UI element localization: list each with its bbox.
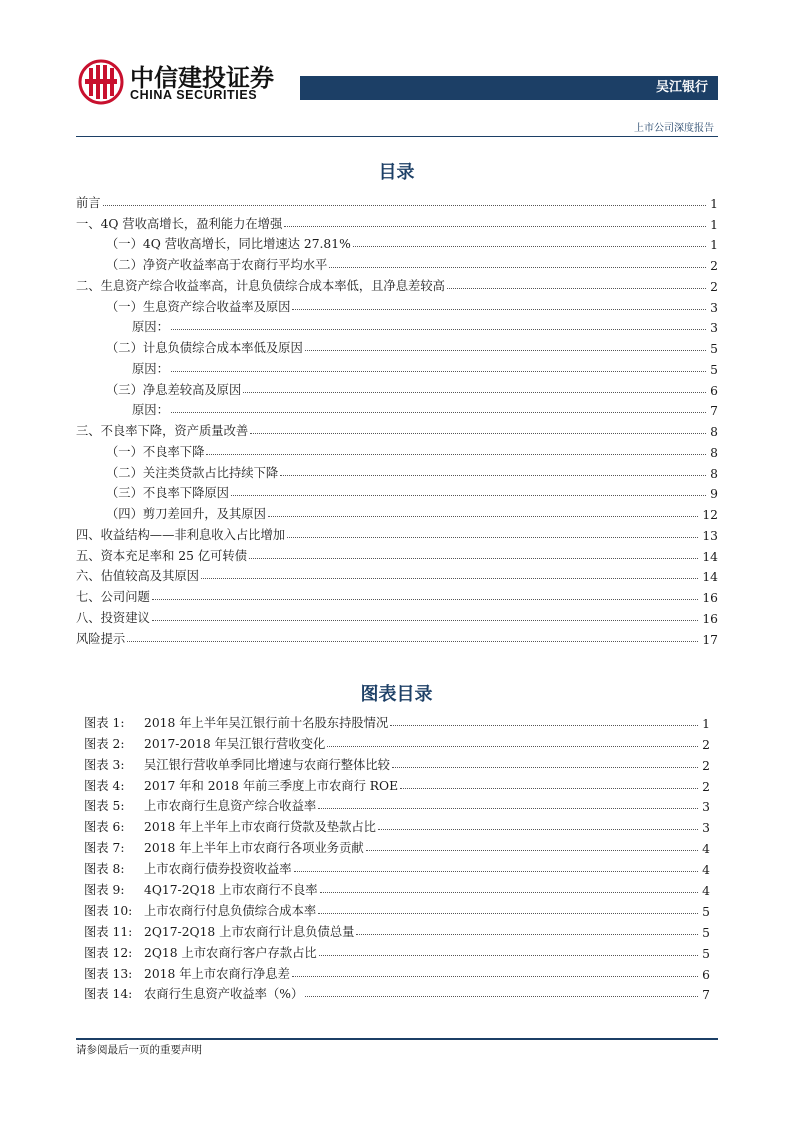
toc-entry-page: 14 — [702, 549, 718, 564]
figure-leader-dots — [294, 871, 699, 872]
figure-entry-label: 图表 7: — [84, 841, 125, 856]
toc-entry-page: 9 — [710, 487, 718, 502]
figure-entry-title: 吴江银行营收单季同比增速与农商行整体比较 — [144, 757, 390, 772]
figure-entry[interactable] — [84, 710, 710, 731]
figure-leader-dots — [366, 850, 699, 851]
toc-entry[interactable] — [76, 252, 718, 273]
toc-entry-title: 前言 — [76, 195, 101, 210]
toc-leader-dots — [231, 495, 706, 496]
figure-leader-dots — [318, 913, 698, 914]
toc-entry-title: （三）不良率下降原因 — [106, 486, 229, 501]
toc-leader-dots — [284, 226, 706, 227]
figure-entry-title: 农商行生息资产收益率（%） — [144, 987, 304, 1002]
figure-entry-title: 2018 年上半年吴江银行前十名股东持股情况 — [144, 715, 389, 730]
footer-disclaimer: 请参阅最后一页的重要声明 — [76, 1044, 202, 1056]
figure-entry-title: 2Q18 上市农商行客户存款占比 — [144, 945, 317, 960]
figure-entry-label: 图表 12: — [84, 945, 133, 960]
figure-entry-page: 4 — [702, 842, 710, 857]
toc-entry[interactable] — [76, 273, 718, 294]
figure-entry-page: 2 — [702, 758, 710, 773]
toc-entry-title: 六、估值较高及其原因 — [76, 569, 199, 584]
logo-english-name: CHINA SECURITIES — [130, 88, 258, 102]
figure-leader-dots — [327, 746, 698, 747]
figure-entry-page: 5 — [702, 946, 710, 961]
toc-entry-title: 原因： — [132, 361, 169, 376]
figure-leader-dots — [292, 976, 698, 977]
toc-entry-page: 17 — [702, 632, 718, 647]
toc-entry[interactable] — [76, 377, 718, 398]
figure-entry-label: 图表 9: — [84, 883, 125, 898]
toc-entry-page: 8 — [710, 425, 718, 439]
toc-entry-title: 七、公司问题 — [76, 590, 150, 604]
toc-entry-title: （二）净资产收益率高于农商行平均水平 — [106, 258, 328, 272]
toc-entry-title: （一）不良率下降 — [106, 444, 205, 459]
toc-entry-page: 16 — [702, 591, 718, 605]
toc-entry-title: （四）剪刀差回升，及其原因 — [106, 507, 266, 521]
toc-leader-dots — [280, 475, 706, 476]
toc-leader-dots — [268, 516, 698, 517]
toc-leader-dots — [201, 578, 698, 579]
figure-entry-page: 2 — [702, 779, 710, 794]
toc-entry-title: （一）生息资产综合收益率及原因 — [106, 299, 291, 314]
figure-entry-page: 2 — [702, 737, 710, 752]
toc-entry[interactable] — [76, 626, 718, 647]
toc-leader-dots — [127, 641, 698, 642]
figure-entry-page: 4 — [702, 884, 710, 899]
figure-entry-label: 图表 2: — [84, 736, 125, 751]
figure-entry-title: 2017 年和 2018 年前三季度上市农商行 ROE — [144, 778, 399, 793]
toc-entry-page: 16 — [702, 611, 718, 626]
toc-entry[interactable] — [76, 605, 718, 626]
toc-leader-dots — [243, 392, 706, 393]
toc-entry[interactable] — [76, 190, 718, 211]
toc-entry[interactable] — [76, 356, 718, 377]
toc-leader-dots — [171, 329, 706, 330]
toc-leader-dots — [287, 537, 698, 538]
figure-entry[interactable] — [84, 752, 710, 773]
figure-entry[interactable] — [84, 856, 710, 877]
toc-entry-page: 1 — [710, 238, 718, 253]
toc-entry-title: 五、资本充足率和 25 亿可转债 — [76, 548, 248, 563]
figure-entry-title: 2018 年上半年上市农商行贷款及垫款占比 — [144, 820, 376, 835]
toc-entry-page: 8 — [710, 445, 718, 460]
toc-entry[interactable] — [76, 232, 718, 253]
toc-entry-title: 原因： — [132, 403, 169, 418]
toc-entry[interactable] — [76, 584, 718, 605]
toc-entry[interactable] — [76, 418, 718, 439]
toc-leader-dots — [305, 350, 706, 351]
toc-entry-title: 四、收益结构——非利息收入占比增加 — [76, 527, 286, 542]
toc-entry-page: 2 — [710, 259, 718, 273]
figure-entry[interactable] — [84, 773, 710, 794]
figure-leader-dots — [392, 767, 698, 768]
figure-entry-label: 图表 14: — [84, 987, 133, 1002]
toc-entry-title: 原因： — [132, 320, 169, 335]
figure-entry[interactable] — [84, 982, 710, 1003]
figure-entry-label: 图表 1: — [84, 715, 125, 730]
toc-entry-page: 5 — [710, 342, 718, 356]
figure-entry-title: 上市农商行付息负债综合成本率 — [144, 903, 317, 918]
figures-title: 图表目录 — [360, 684, 433, 705]
figure-leader-dots — [305, 996, 698, 997]
toc-entry-title: 三、不良率下降，资产质量改善 — [76, 424, 249, 438]
figure-entry[interactable] — [84, 961, 710, 982]
figure-entry-title: 2018 年上半年上市农商行各项业务贡献 — [144, 841, 364, 856]
toc-leader-dots — [103, 205, 706, 206]
figure-leader-dots — [390, 725, 698, 726]
toc-leader-dots — [171, 412, 706, 413]
figure-list — [84, 710, 710, 1002]
figure-leader-dots — [378, 829, 698, 830]
toc-entry-page: 6 — [710, 383, 718, 398]
figure-entry-title: 2018 年上市农商行净息差 — [144, 966, 290, 981]
figure-entry-title: 2017-2018 年吴江银行营收变化 — [144, 736, 326, 751]
figure-entry[interactable] — [84, 919, 710, 940]
toc-entry-title: 二、生息资产综合收益率高，计息负债综合成本率低，且净息差较高 — [76, 278, 445, 293]
figure-entry-page: 7 — [702, 988, 710, 1003]
figure-entry-title: 4Q17-2Q18 上市农商行不良率 — [144, 883, 318, 898]
toc-entry[interactable] — [76, 294, 718, 315]
figure-entry-page: 3 — [702, 800, 710, 815]
figure-entry-label: 图表 4: — [84, 778, 125, 793]
figure-entry[interactable] — [84, 898, 710, 919]
toc-leader-dots — [171, 371, 706, 372]
toc-entry[interactable] — [76, 335, 718, 356]
figure-entry[interactable] — [84, 814, 710, 835]
figure-leader-dots — [356, 934, 698, 935]
toc-entry[interactable] — [76, 460, 718, 481]
toc-entry[interactable] — [76, 543, 718, 564]
toc-entry-page: 13 — [702, 528, 718, 543]
header-divider — [76, 136, 718, 137]
company-name-bar: 吴江银行 — [300, 76, 718, 100]
toc-title: 目录 — [378, 162, 415, 183]
figure-leader-dots — [320, 892, 699, 893]
figure-entry[interactable] — [84, 794, 710, 815]
figure-entry-page: 6 — [702, 967, 710, 982]
figure-entry-label: 图表 11: — [84, 924, 133, 939]
figure-entry-title: 上市农商行债券投资收益率 — [144, 862, 292, 877]
toc-leader-dots — [329, 267, 706, 268]
figure-entry-label: 图表 6: — [84, 820, 125, 835]
figure-entry[interactable] — [84, 877, 710, 898]
toc-entry-title: （二）关注类贷款占比持续下降 — [106, 465, 279, 480]
toc-entry[interactable] — [76, 501, 718, 522]
toc-leader-dots — [353, 246, 706, 247]
toc-leader-dots — [206, 454, 706, 455]
figure-leader-dots — [400, 788, 698, 789]
figure-leader-dots — [319, 955, 698, 956]
toc-entry[interactable] — [76, 439, 718, 460]
toc-entry-page: 12 — [702, 508, 718, 522]
toc-entry-title: （三）净息差较高及原因 — [106, 382, 242, 397]
figure-entry-title: 2Q17-2Q18 上市农商行计息负债总量 — [144, 924, 355, 939]
toc-entry-page: 1 — [710, 217, 718, 232]
toc-leader-dots — [152, 620, 699, 621]
toc-entry-page: 2 — [710, 279, 718, 294]
figure-leader-dots — [318, 808, 698, 809]
figure-entry-label: 图表 3: — [84, 757, 125, 772]
toc-entry-title: （二）计息负债综合成本率低及原因 — [106, 341, 303, 355]
toc-leader-dots — [292, 309, 706, 310]
toc-entry-page: 5 — [710, 362, 718, 377]
china-securities-logo-icon — [76, 59, 126, 105]
toc-entry-page: 14 — [702, 570, 718, 585]
table-of-contents — [76, 190, 718, 647]
figure-entry-page: 1 — [702, 716, 710, 731]
toc-entry-page: 3 — [710, 300, 718, 315]
toc-entry[interactable] — [76, 522, 718, 543]
toc-leader-dots — [250, 433, 706, 434]
toc-entry[interactable] — [76, 398, 718, 419]
toc-entry[interactable] — [76, 481, 718, 502]
toc-entry-title: 风险提示 — [76, 631, 126, 646]
figure-entry-label: 图表 8: — [84, 862, 125, 877]
toc-entry-page: 1 — [710, 196, 718, 211]
figure-entry-page: 5 — [702, 904, 710, 919]
toc-leader-dots — [249, 558, 698, 559]
toc-entry[interactable] — [76, 564, 718, 585]
figure-entry-label: 图表 13: — [84, 966, 133, 981]
toc-entry-title: （一）4Q 营收高增长，同比增速达 27.81% — [106, 237, 351, 252]
footer-divider — [76, 1038, 718, 1040]
toc-entry[interactable] — [76, 211, 718, 232]
figure-entry-label: 图表 10: — [84, 903, 133, 918]
toc-entry-page: 3 — [710, 321, 718, 336]
figure-entry-page: 3 — [702, 821, 710, 836]
logo-chinese-name: 中信建投证券 — [130, 64, 274, 92]
toc-entry[interactable] — [76, 315, 718, 336]
toc-leader-dots — [152, 599, 699, 600]
toc-entry-title: 八、投资建议 — [76, 610, 150, 625]
report-type: 上市公司深度报告 — [634, 123, 714, 134]
toc-entry-page: 7 — [710, 404, 718, 419]
figure-entry-page: 5 — [702, 925, 710, 940]
toc-leader-dots — [447, 288, 706, 289]
figure-entry-page: 4 — [702, 863, 710, 878]
toc-entry-page: 8 — [710, 466, 718, 481]
toc-entry-title: 一、4Q 营收高增长，盈利能力在增强 — [76, 216, 283, 231]
figure-entry-title: 上市农商行生息资产综合收益率 — [144, 799, 317, 814]
figure-entry[interactable] — [84, 940, 710, 961]
figure-entry-label: 图表 5: — [84, 799, 125, 814]
figure-entry[interactable] — [84, 835, 710, 856]
figure-entry[interactable] — [84, 731, 710, 752]
